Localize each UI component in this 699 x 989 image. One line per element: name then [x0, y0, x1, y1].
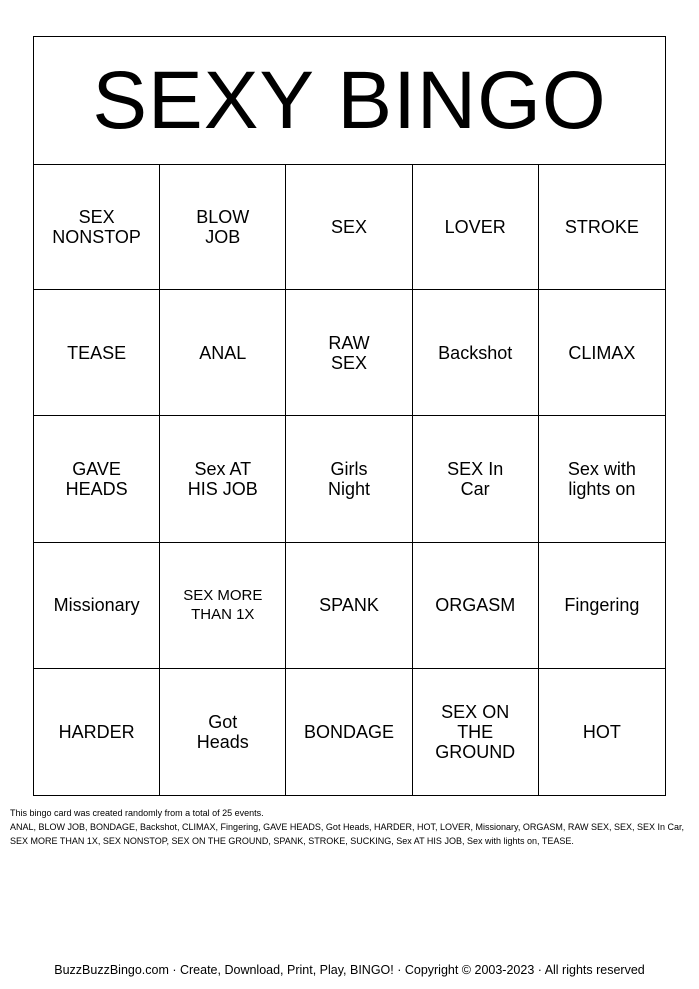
cell-label: Sex AT HIS JOB [187, 458, 258, 499]
card-title: SEXY BINGO [34, 37, 665, 165]
cell-label: CLIMAX [568, 342, 636, 363]
cell-label: HOT [582, 721, 621, 742]
bingo-cell [286, 290, 412, 416]
bingo-cell [160, 164, 286, 290]
cell-label: SEX NONSTOP [52, 206, 141, 247]
cell-label: Got Heads [196, 711, 249, 752]
bingo-cell [286, 669, 412, 795]
bingo-cell [34, 290, 160, 416]
cell-label: SEX [330, 216, 367, 237]
cell-label: Fingering [564, 595, 640, 616]
bingo-cell [413, 543, 539, 669]
bingo-cell [413, 290, 539, 416]
bingo-cell [286, 543, 412, 669]
bingo-cell [34, 416, 160, 542]
bingo-cell [160, 543, 286, 669]
bingo-cell [286, 416, 412, 542]
cell-label: BONDAGE [303, 721, 394, 742]
bingo-cell [160, 416, 286, 542]
cell-label: Backshot [438, 342, 513, 363]
bingo-cell [539, 543, 665, 669]
bingo-cell [34, 543, 160, 669]
bingo-cell [539, 290, 665, 416]
events-note-list: ANAL, BLOW JOB, BONDAGE, Backshot, CLIMAX, Fingering, GAVE HEADS, Got Heads, HARDER, HOT, LOVER, Missionary, ORGASM, RAW SEX, SEX, SEX In Car, SEX MORE THAN 1X, SEX NONSTOP, SEX ON THE GROUND, SPANK, STROKE, SUCKING, Sex AT HIS JOB, Sex with lights on, TEASE. [10, 822, 685, 846]
events-note [10, 806, 690, 848]
cell-label: LOVER [444, 216, 506, 237]
bingo-cell [413, 416, 539, 542]
cell-label: BLOW JOB [196, 206, 250, 247]
bingo-cell [413, 669, 539, 795]
bingo-cell [539, 669, 665, 795]
bingo-card [33, 36, 666, 796]
cell-label: SPANK [319, 595, 379, 616]
bingo-grid [34, 164, 665, 795]
cell-label: SEX In Car [447, 458, 504, 499]
bingo-cell [160, 669, 286, 795]
bingo-cell [34, 669, 160, 795]
bingo-cell [286, 164, 412, 290]
bingo-cell [160, 290, 286, 416]
cell-label: HARDER [58, 721, 135, 742]
cell-label: SEX MORE THAN 1X [183, 587, 263, 624]
page-footer: BuzzBuzzBingo.com · Create, Download, Print, Play, BINGO! · Copyright © 2003-2023 · All rights reserved [54, 963, 645, 977]
cell-label: STROKE [564, 216, 639, 237]
cell-label: Girls Night [327, 458, 370, 499]
bingo-cell [539, 416, 665, 542]
events-note-intro: This bingo card was created randomly from a total of 25 events. [10, 808, 264, 818]
bingo-cell [34, 164, 160, 290]
cell-label: RAW SEX [328, 332, 370, 373]
cell-label: ORGASM [435, 595, 516, 616]
cell-label: SEX ON THE GROUND [435, 701, 516, 762]
cell-label: Sex with lights on [567, 458, 636, 499]
bingo-cell [539, 164, 665, 290]
bingo-cell [413, 164, 539, 290]
cell-label: TEASE [67, 342, 127, 363]
cell-label: ANAL [199, 342, 247, 363]
cell-label: GAVE HEADS [65, 458, 128, 499]
cell-label: Missionary [53, 595, 140, 616]
